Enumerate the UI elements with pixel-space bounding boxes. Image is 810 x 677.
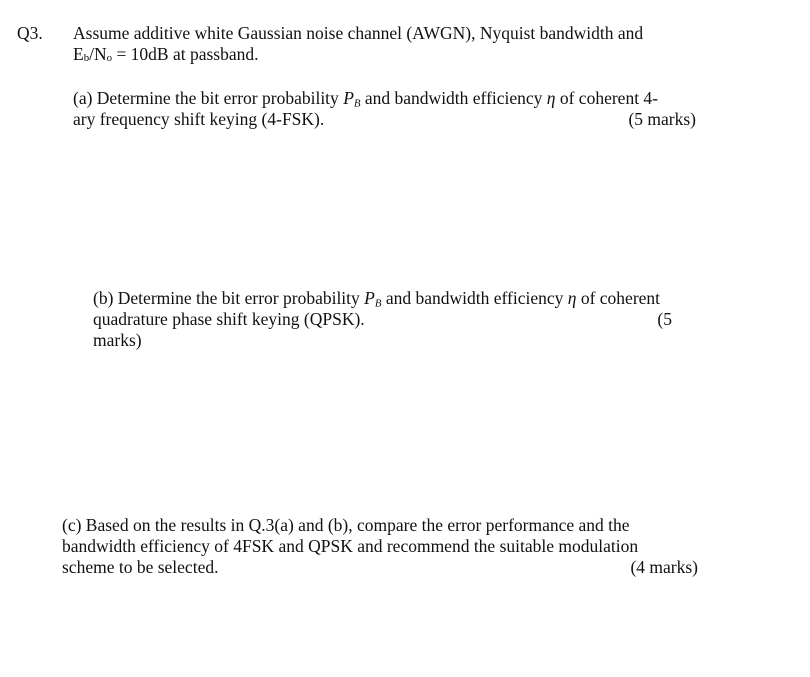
part-c-text: scheme to be selected. (62, 557, 219, 577)
part-a-line-2 (73, 109, 696, 130)
part-c-line-1: (c) Based on the results in Q.3(a) and (b), compare the error performance and the (62, 515, 630, 535)
part-b-marks-open: (5 (657, 309, 672, 329)
part-a-marks: (5 marks) (628, 109, 696, 129)
intro-line-2: Eb/No = 10dB at passband. (73, 44, 259, 65)
no-symbol: No (94, 44, 113, 65)
intro-line-1: Assume additive white Gaussian noise channel (AWGN), Nyquist bandwidth and (73, 23, 644, 43)
part-b-line-1: (b) Determine the bit error probability $P_B$ and bandwidth efficiency η of coherent (93, 288, 661, 310)
snr-value: = 10dB at passband. (112, 44, 259, 64)
eta-symbol: η (567, 288, 577, 308)
pb-symbol: $P_B$ (343, 88, 361, 110)
part-b-line-2 (93, 309, 672, 330)
eb-symbol: Eb (73, 44, 90, 65)
eta-symbol: η (546, 88, 556, 108)
part-b-text: quadrature phase shift keying (QPSK). (93, 309, 365, 329)
part-c-marks: (4 marks) (630, 557, 698, 577)
question-number: Q3. (17, 23, 43, 43)
pb-symbol: $P_B$ (364, 288, 382, 310)
part-c-line-2: bandwidth efficiency of 4FSK and QPSK and recommend the suitable modulation (62, 536, 639, 556)
part-c-line-3 (62, 557, 698, 578)
part-a-text: ary frequency shift keying (4-FSK). (73, 109, 325, 129)
part-b-line-3: marks) (93, 330, 142, 350)
part-a-line-1: (a) Determine the bit error probability $P_B$ and bandwidth efficiency η of coherent 4- (73, 88, 659, 110)
